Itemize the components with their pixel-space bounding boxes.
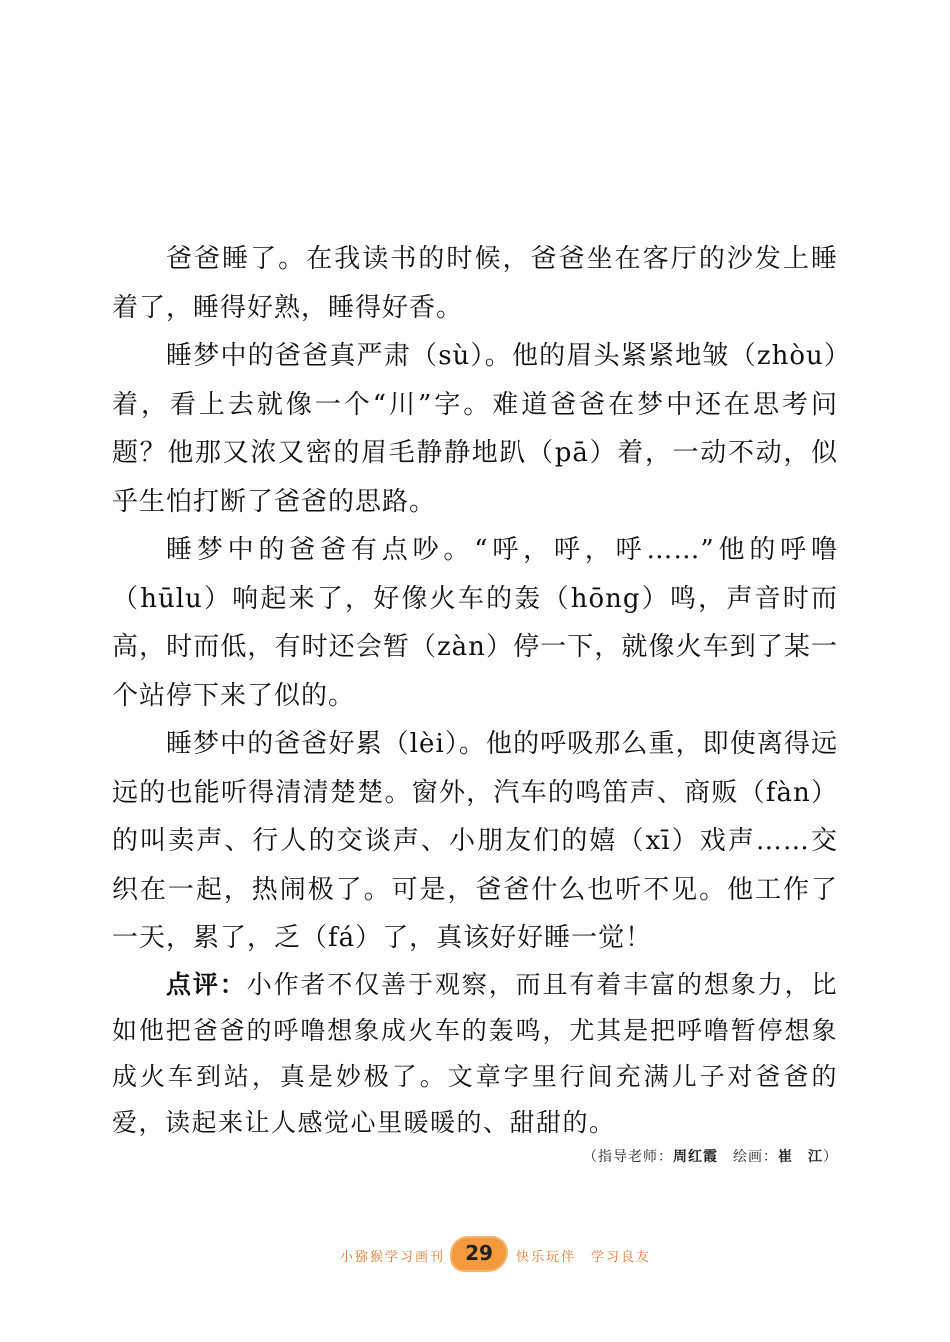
teacher-label: 指导老师：	[598, 1149, 673, 1165]
essay-paragraph-4: 睡梦中的爸爸好累（lèi）。他的呼吸那么重，即使离得远远的也能听得清清楚楚。窗外，汽车的鸣笛声、商贩（fàn）的叫卖声、行人的交谈声、小朋友们的嬉（xī）戏声……交织在一起，热闹极了。可是，爸爸什么也听不见。他工作了一天，累了，乏（fá）了，真该好好睡一觉！	[112, 729, 838, 953]
page-number-badge	[452, 1238, 506, 1270]
essay-paragraph-2: 睡梦中的爸爸真严肃（sù）。他的眉头紧紧地皱（zhòu）着，看上去就像一个“川”字。难道爸爸在梦中还在思考问题？他那又浓又密的眉毛静静地趴（pā）着，一动不动，似乎生怕打断了爸爸的思路。	[112, 341, 838, 517]
essay-body	[112, 235, 838, 963]
essay-paragraph-1: 爸爸睡了。在我读书的时候，爸爸坐在客厅的沙发上睡着了，睡得好熟，睡得好香。	[112, 244, 838, 323]
review-paragraph	[112, 962, 838, 1146]
teacher-name: 周红霞	[673, 1149, 718, 1165]
review-label: 点评：	[166, 970, 247, 999]
page-footer	[0, 1234, 950, 1274]
artist-label: 绘画：	[733, 1149, 778, 1165]
review-text: 小作者不仅善于观察，而且有着丰富的想象力，比如他把爸爸的呼噜想象成火车的轰鸣，尤其是把呼噜暂停想象成火车到站，真是妙极了。文章字里行间充满儿子对爸爸的爱，读起来让人感觉心里暖暖的、甜甜的。	[112, 970, 838, 1137]
essay-paragraph-3: 睡梦中的爸爸有点吵。“呼，呼，呼……”他的呼噜（hūlu）响起来了，好像火车的轰（hōng）鸣，声音时而高，时而低，有时还会暂（zàn）停一下，就像火车到了某一个站停下来了似的。	[112, 535, 838, 711]
artist-name: 崔 江	[778, 1149, 823, 1165]
magazine-name: 小猕猴学习画刊	[339, 1250, 445, 1265]
credits-open: （	[583, 1149, 598, 1165]
credits-close: ）	[823, 1149, 838, 1165]
footer-slogan: 快乐玩伴 学习良友	[516, 1250, 652, 1265]
credits-line	[583, 1146, 838, 1166]
page-number: 29	[465, 1241, 493, 1265]
